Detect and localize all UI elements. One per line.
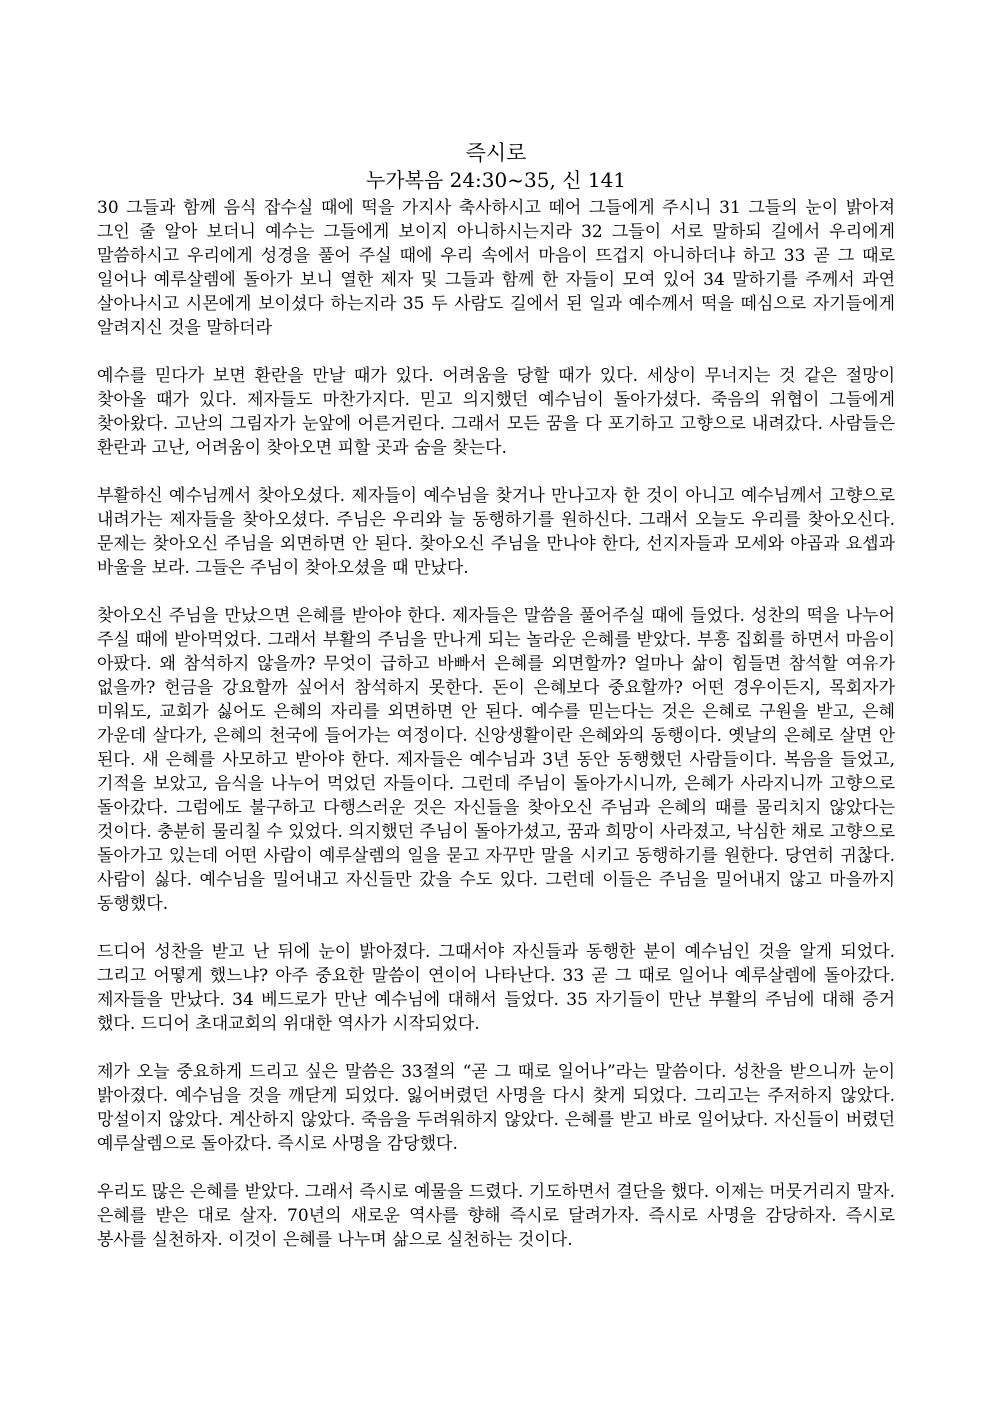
scripture-reference: 누가복음 24:30~35, 신 141: [365, 168, 627, 192]
page-title: 즉시로: [465, 141, 527, 165]
body-paragraph: 예수를 믿다가 보면 환란을 만날 때가 있다. 어려움을 당할 때가 있다. 세상이 무너지는 것 같은 절망이 찾아올 때가 있다. 제자들도 마찬가지다. 믿고 의지했던 예수님이 돌아가셨다. 죽음의 위협이 그들에게 찾아왔다. 고난의 그림자가 눈앞에 어른거린다. 그래서 모든 꿈을 다 포기하고 고향으로 내려갔다. 사람들은 환란과 고난, 어려움이 찾아오면 피할 곳과 숨을 찾는다.: [97, 366, 895, 458]
body-paragraph: 드디어 성찬을 받고 난 뒤에 눈이 밝아졌다. 그때서야 자신들과 동행한 분이 예수님인 것을 알게 되었다. 그리고 어떻게 했느냐? 아주 중요한 말씀이 연이어 나타난다. 33 곧 그 때로 일어나 예루살렘에 돌아갔다. 제자들을 만났다. 34 베드로가 만난 예수님에 대해서 들었다. 35 자기들이 만난 부활의 주님에 대해 증거 했다. 드디어 초대교회의 위대한 역사가 시작되었다.: [97, 942, 895, 1034]
scripture-passage: 30 그들과 함께 음식 잡수실 때에 떡을 가지사 축사하시고 떼어 그들에게 주시니 31 그들의 눈이 밝아져 그인 줄 알아 보더니 예수는 그들에게 보이지 아니하시는지라 32 그들이 서로 말하되 길에서 우리에게 말씀하시고 우리에게 성경을 풀어 주실 때에 우리 속에서 마음이 뜨겁지 아니하더냐 하고 33 곧 그 때로 일어나 예루살렘에 돌아가 보니 열한 제자 및 그들과 함께 한 자들이 모여 있어 34 말하기를 주께서 과연 살아나시고 시몬에게 보이셨다 하는지라 35 두 사람도 길에서 된 일과 예수께서 떡을 떼심으로 자기들에게 알려지신 것을 말하더라: [97, 198, 895, 338]
body-paragraph: 제가 오늘 중요하게 드리고 싶은 말씀은 33절의 “곧 그 때로 일어나”라는 말씀이다. 성찬을 받으니까 눈이 밝아졌다. 예수님을 것을 깨닫게 되었다. 잃어버렸던 사명을 다시 찾게 되었다. 그리고는 주저하지 않았다. 망설이지 않았다. 계산하지 않았다. 죽음을 두려워하지 않았다. 은혜를 받고 바로 일어났다. 자신들이 버렸던 예루살렘으로 돌아갔다. 즉시로 사명을 감당했다.: [97, 1062, 895, 1154]
document-page: [97, 139, 895, 1276]
body-paragraph: 우리도 많은 은혜를 받았다. 그래서 즉시로 예물을 드렸다. 기도하면서 결단을 했다. 이제는 머뭇거리지 말자. 은혜를 받은 대로 살자. 70년의 새로운 역사를 향해 즉시로 달려가자. 즉시로 사명을 감당하자. 즉시로 봉사를 실천하자. 이것이 은혜를 나누며 삶으로 실천하는 것이다.: [97, 1182, 896, 1250]
body-paragraph: 부활하신 예수님께서 찾아오셨다. 제자들이 예수님을 찾거나 만나고자 한 것이 아니고 예수님께서 고향으로 내려가는 제자들을 찾아오셨다. 주님은 우리와 늘 동행하기를 원하신다. 그래서 오늘도 우리를 찾아오신다. 문제는 찾아오신 주님을 외면하면 안 된다. 찾아오신 주님을 만나야 한다, 선지자들과 모세와 야곱과 요셉과 바울을 보라. 그들은 주님이 찾아오셨을 때 만났다.: [97, 486, 895, 578]
body-paragraph: 찾아오신 주님을 만났으면 은혜를 받아야 한다. 제자들은 말씀을 풀어주실 때에 들었다. 성찬의 떡을 나누어 주실 때에 받아먹었다. 그래서 부활의 주님을 만나게 되는 놀라운 은혜를 받았다. 부흥 집회를 하면서 마음이 아팠다. 왜 참석하지 않을까? 무엇이 급하고 바빠서 은혜를 외면할까? 얼마나 삶이 힘들면 참석할 여유가 없을까? 헌금을 강요할까 싶어서 참석하지 못한다. 돈이 은혜보다 중요할까? 어떤 경우이든지, 목회자가 미워도, 교회가 싫어도 은혜의 자리를 외면하면 안 된다. 예수를 믿는다는 것은 은혜로 구원을 받고, 은혜 가운데 살다가, 은혜의 천국에 들어가는 여정이다. 신앙생활이란 은혜와의 동행이다. 옛날의 은혜로 살면 안 된다. 새 은혜를 사모하고 받아야 한다. 제자들은 예수님과 3년 동안 동행했던 사람들이다. 복음을 들었고, 기적을 보았고, 음식을 나누어 먹었던 자들이다. 그런데 주님이 돌아가시니까, 은혜가 사라지니까 고향으로 돌아갔다. 그럼에도 불구하고 다행스러운 것은 자신들을 찾아오신 주님과 은혜의 때를 물리치지 않았다는 것이다. 충분히 물리칠 수 있었다. 의지했던 주님이 돌아가셨고, 꿈과 희망이 사라졌고, 낙심한 채로 고향으로 돌아가고 있는데 어떤 사람이 예루살렘의 일을 묻고 자꾸만 말을 시키고 동행하기를 원한다. 당연히 귀찮다. 사람이 싫다. 예수님을 밀어내고 자신들만 갔을 수도 있다. 그런데 이들은 주님을 밀어내지 않고 마을까지 동행했다.: [97, 606, 896, 914]
